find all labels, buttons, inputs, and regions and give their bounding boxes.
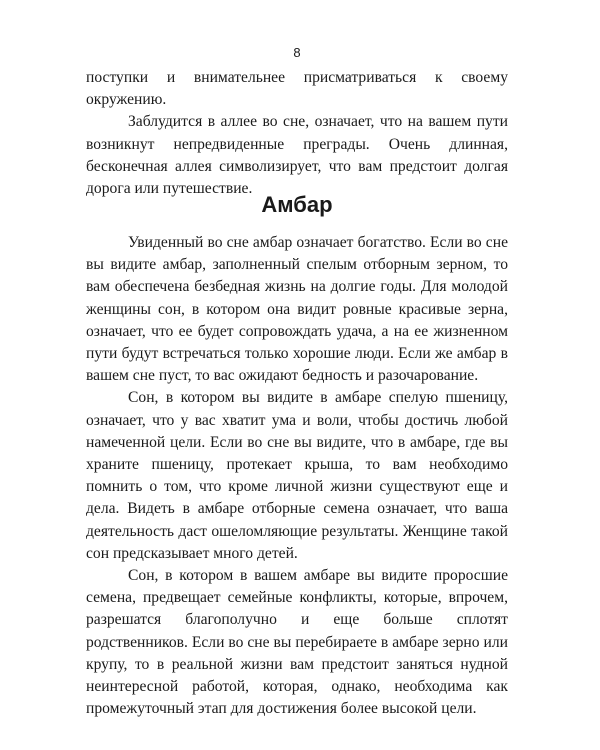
intro-text <box>86 67 508 200</box>
section-text <box>86 232 508 720</box>
paragraph-barn-wealth: Увиденный во сне амбар означает богатство. Если во сне вы видите амбар, заполненный спелым отборным зерном, то вам обеспечена безбедная жизнь на долгие годы. Для молодой женщины сон, в котором она видит ровные красивые зерна, означает, что ее будет сопровождать удача, а на ее жизненном пути будут встречаться только хорошие люди. Если же амбар в вашем сне пуст, то вас ожидают бедность и разочарование. <box>86 234 508 385</box>
paragraph-continuation: поступки и внимательнее присматриваться к своему окружению. <box>86 69 508 109</box>
paragraph-barn-sprouted-seeds: Сон, в котором в вашем амбаре вы видите проросшие семена, предвещает семейные конфликты, которые, впрочем, разрешатся благополучно и еще больше сплотят родственников. Если во сне вы перебираете в амбаре зерно или крупу, то в реальной жизни вам предстоит заняться нудной неинтересной работой, которая, однако, необходима как промежуточный этап для достижения более высокой цели. <box>86 567 508 718</box>
paragraph-alley: Заблудится в аллее во сне, означает, что на вашем пути возникнут непредвиденные преграды. Очень длинная, бесконечная аллея символизирует, что вам предстоит долгая дорога или путешествие. <box>86 113 508 198</box>
paragraph-barn-wheat: Сон, в котором вы видите в амбаре спелую пшеницу, означает, что у вас хватит ума и воли, чтобы достичь любой намеченной цели. Если во сне вы видите, что в амбаре, где вы храните пшеницу, протекает крыша, то вам необходимо помнить о том, что кроме личной жизни существуют еще и дела. Видеть в амбаре отборные семена означает, что ваша деятельность даст ошеломляющие результаты. Женщине такой сон предсказывает много детей. <box>86 389 508 562</box>
page-number: 8 <box>293 45 301 60</box>
section-title: Амбар <box>261 192 333 217</box>
document-page <box>86 0 508 750</box>
